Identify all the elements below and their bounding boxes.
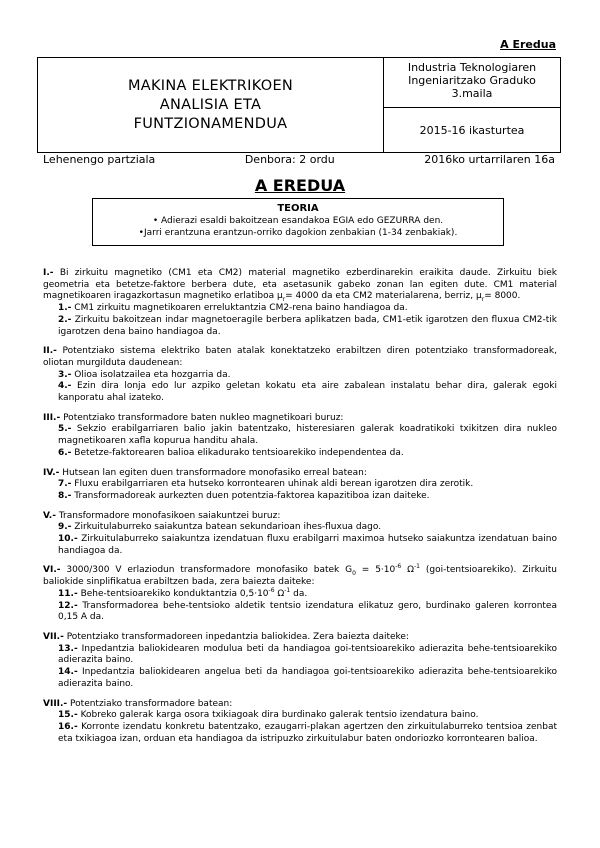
block-number: III.- (43, 412, 61, 423)
intro-text: = 5·10 (355, 565, 396, 576)
statement-number: 12.- (58, 600, 78, 611)
statement-item (43, 667, 557, 690)
exam-info-row (43, 153, 555, 166)
statement-item (43, 303, 557, 315)
intro-text: Potentziako sistema elektriko baten atalak konektatzeko erabiltzen diren potentziako transformadoreak, oliotan murgilduta daudenean: (43, 346, 557, 368)
statement-number: 5.- (58, 424, 72, 435)
intro-text: Potentziako transformadore baten nukleo magnetikoari buruz: (63, 412, 344, 423)
question-block (43, 632, 557, 691)
exam-date: 2016ko urtarrilaren 16a (424, 153, 555, 166)
degree-line: 3.maila (451, 87, 493, 100)
instruction-line: • Adierazi esaldi bakoitzean esandakoa EGIA edo GEZURRA den. (152, 216, 444, 226)
block-number: VIII.- (43, 698, 68, 709)
degree-line: Ingeniaritzako Graduko (408, 74, 536, 87)
question-block (43, 565, 557, 624)
statement-number: 13.- (58, 643, 78, 654)
degree-line: Industria Teknologiaren (407, 61, 537, 74)
academic-year: 2015-16 ikasturtea (419, 123, 525, 137)
statement-item (43, 381, 557, 404)
theory-title: TEORIA (277, 203, 319, 214)
statement-text: CM1 zirkuitu magnetikoaren erreluktantzia CM2-rena baino handiagoa da. (74, 303, 408, 314)
question-block (43, 468, 557, 503)
intro-text: (goi-tentsioarekiko). Zirkuitu baliokide sinplifikatua erabiltzen bada, zera baiezta daiteke: (43, 565, 557, 588)
intro-text: Hutsean lan egiten duen transformadore monofasiko erreal batean: (62, 467, 367, 478)
statement-text: Olioa isolatzailea eta hozgarria da. (74, 369, 231, 380)
intro-text: = 4000 da eta CM2 materialarena, berriz, μ (285, 291, 482, 302)
statement-text: Transformadorea behe-tentsioko aldetik tentsio izendatura elikatuz gero, burdinako galeren korrontea 0,15 A da. (58, 600, 557, 623)
block-intro (43, 413, 557, 425)
statement-item (43, 644, 557, 667)
exam-duration: Denbora: 2 ordu (244, 153, 335, 166)
block-number: II.- (43, 346, 57, 357)
degree-info (384, 58, 560, 108)
superscript: -6 (395, 563, 402, 571)
statement-text: Zirkuitulaburreko saiakuntza izendatuan fluxu erabilgarri maximoa hutseko saiakuntza izendatuan baino handiagoa da. (58, 534, 557, 556)
statement-number: 4.- (58, 381, 72, 392)
instruction-line: •Jarri erantzuna erantzun-orriko dagokion zenbakian (1-34 zenbakiak). (138, 228, 458, 238)
intro-text: Potentziako transformadore batean: (70, 698, 233, 709)
statement-text: Zirkuitu bakoitzean indar magnetoeragile berbera aplikatzen bada, CM1-etik igarotzen den fluxua CM2-tik igarotzen dena baino handiagoa da. (58, 314, 557, 337)
statement-number: 16.- (58, 721, 78, 732)
statement-item (43, 586, 557, 601)
question-block (43, 699, 557, 746)
statement-number: 2.- (58, 314, 72, 325)
statement-number: 10.- (58, 534, 78, 545)
statement-item (43, 315, 557, 338)
course-title-line: ANALISIA ETA (159, 96, 262, 113)
block-number: V.- (43, 510, 56, 521)
statement-item (43, 448, 557, 460)
question-block (43, 268, 557, 338)
block-intro (43, 468, 557, 480)
block-number: VI.- (43, 565, 61, 576)
block-intro (43, 565, 557, 588)
block-intro (43, 632, 557, 644)
statement-text: Kobreko galerak karga osora txikiagoak dira burdinako galerak tentsio izendatura baino. (80, 710, 479, 721)
question-block (43, 413, 557, 460)
statement-text: Transformadoreak aurkezten duen potentzia-faktorea kapazitiboa izan daiteke. (74, 490, 430, 501)
statement-number: 6.- (58, 447, 72, 458)
statement-item (43, 491, 557, 503)
statement-text: Sekzio erabilgarriaren balio jakin batentzako, histeresiaren galerak koadratikoki txikitzen dira nukleo magnetikoaren xafla kopurua handitu ahala. (58, 424, 557, 447)
statement-number: 7.- (58, 479, 72, 490)
subscript: r (481, 296, 485, 304)
statement-text: Ω (274, 588, 285, 599)
statement-item (43, 601, 557, 624)
intro-text: 3000/300 V erlaziodun transformadore monofasiko batek G (66, 565, 353, 576)
course-title-line: FUNTZIONAMENDUA (133, 115, 288, 132)
statement-text: Korronte izendatu konkretu batentzako, ezaugarri-plakan agertzen den zirkuitulaburreko tentsioa zenbat eta txikiagoa izan, orduan eta handiagoa da istripuzko zirkuitulabur baten ondoriozko korrontearen balioa. (58, 721, 557, 744)
statement-item (43, 479, 557, 491)
statement-number: 9.- (58, 522, 72, 533)
statement-item (43, 534, 557, 557)
superscript: -6 (268, 586, 275, 594)
subscript: 0 (352, 570, 356, 578)
page-title: A EREDUA (254, 176, 346, 195)
statement-number: 8.- (58, 490, 72, 501)
statement-number: 11.- (58, 588, 78, 599)
model-label: A Eredua (500, 38, 556, 51)
statement-item (43, 370, 557, 382)
statement-number: 3.- (58, 369, 72, 380)
block-number: IV.- (43, 467, 60, 478)
statement-text: Betetze-faktorearen balioa elikadurako tentsioarekiko independentea da. (74, 447, 404, 458)
block-number: I.- (43, 268, 54, 278)
statement-item (43, 424, 557, 447)
intro-text: = 8000. (484, 291, 521, 302)
header-table (37, 57, 561, 153)
intro-text: Potentziako transformadoreen inpedantzia baliokidea. Zera baiezta daiteke: (66, 631, 409, 642)
superscript: -1 (284, 586, 291, 594)
intro-text: Transformadore monofasikoen saiakuntzei buruz: (58, 510, 281, 521)
theory-instructions-box (92, 198, 504, 246)
statement-item (43, 722, 557, 745)
statement-item (43, 522, 557, 534)
block-number: VII.- (43, 631, 64, 642)
subscript: r (282, 296, 286, 304)
statement-item (43, 710, 557, 722)
intro-text: Ω (401, 565, 414, 576)
block-intro (43, 346, 557, 369)
block-intro (43, 511, 557, 523)
statement-number: 14.- (58, 667, 78, 678)
header-right-column (384, 58, 560, 152)
course-title (38, 58, 384, 152)
intro-text: Bi zirkuitu magnetiko (CM1 eta CM2) material magnetiko ezberdinarekin eraikita daude. Zirkuitu biek geometria eta betetze-faktore berbera dute, eta asetasunik gabeko zonan lan egiten dute. CM1 material magnetikoaren iragazkortasun magnetiko erlatiboa μ (43, 268, 557, 302)
question-block (43, 346, 557, 405)
statement-text: da. (290, 588, 308, 599)
statement-number: 15.- (58, 710, 78, 721)
exam-name: Lehenengo partziala (43, 153, 156, 166)
statement-text: Inpedantzia baliokidearen modulua beti da handiagoa goi-tentsioarekiko adierazita behe-tentsioarekiko adierazita baino. (58, 643, 557, 666)
course-title-line: MAKINA ELEKTRIKOEN (127, 77, 294, 94)
statement-text: Inpedantzia baliokidearen angelua beti da handiagoa goi-tentsioarekiko adierazita behe-tentsioarekiko adierazita baino. (58, 667, 557, 689)
statement-text: Fluxu erabilgarriaren eta hutseko korrontearen uhinak aldi berean igarotzen dira zerotik. (74, 479, 474, 490)
question-block (43, 511, 557, 558)
superscript: -1 (413, 563, 420, 571)
statement-text: Ezin dira lonja edo lur azpiko geletan kokatu eta aire zabalean instalatu behar dira, galerak egoki kanporatu ahal izateko. (58, 381, 557, 404)
statement-text: Behe-tentsioarekiko konduktantzia 0,5·10 (80, 588, 269, 599)
questions-body (43, 268, 557, 753)
statement-text: Zirkuitulaburreko saiakuntza batean sekundarioan ihes-fluxua dago. (74, 522, 382, 533)
block-intro (43, 699, 557, 711)
statement-number: 1.- (58, 303, 72, 314)
block-intro (43, 268, 557, 303)
